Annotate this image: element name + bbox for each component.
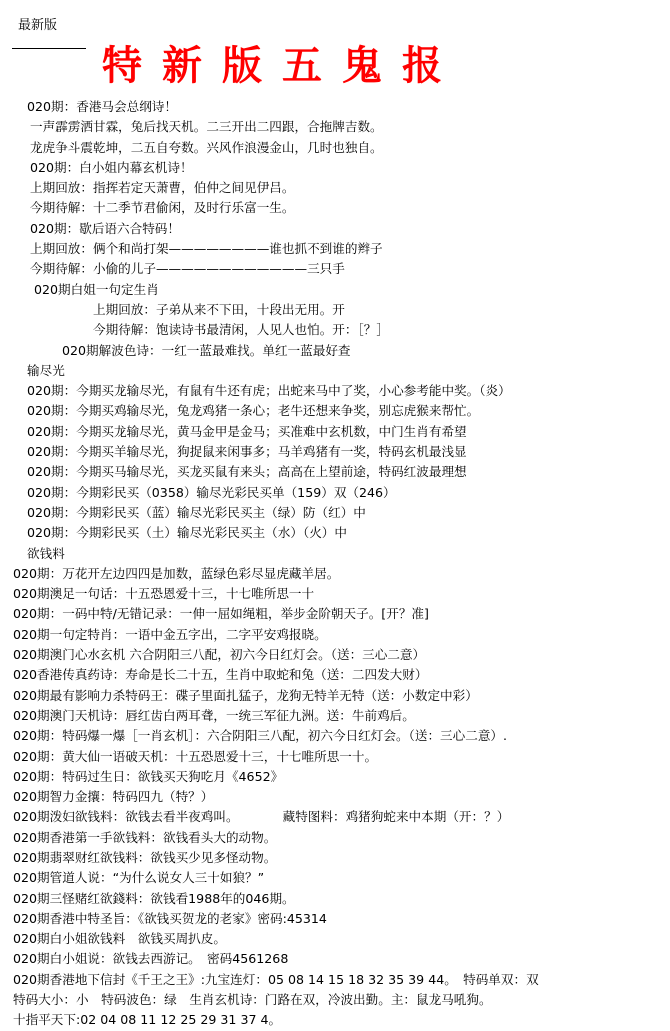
line-text: 020期澳门天机诗：唇红齿白两耳聋，一统三军征九洲。送：牛前鸡后。 — [13, 707, 415, 723]
line-text: 上期回放：子弟从来不下田，十段出无用。开 — [93, 301, 345, 317]
line-text: 020期：今期买鸡输尽光，兔龙鸡猪一条心；老牛还想来争奖，别忘虎猴来帮忙。 — [27, 403, 480, 419]
line-text: 020期：特码过生日：欲钱买天狗吃月《4652》 — [13, 768, 284, 784]
line-text: 020期澳足一句话：十五恐恩爱十三，十七唯所思一十 — [13, 586, 315, 602]
line-verse-title: 020期：白小姐内幕玄机诗！ — [30, 159, 193, 175]
line-text: 020期：今期买龙输尽光，有鼠有牛还有虎；出蛇来马中了奖，小心参考能中奖。（炎） — [27, 383, 511, 399]
line-text: 020期最有影响力杀特码王：碟子里面扎猛子，龙狗无特羊无特（送：小数定中彩） — [13, 687, 478, 703]
section-heading: 输尽光 — [27, 362, 65, 378]
line-text: 020期：一码中特/无错记录：一伸一屈如绳粗，举步金阶朝天子。[开？准] — [13, 606, 429, 622]
line-text: 020期：今期买羊输尽光，狗捉鼠来闲事多；马羊鸡猪有一奖，特码玄机最浅显 — [27, 444, 467, 460]
line-text: 今期待解：十二季节君偷闲，及时行乐富一生。 — [30, 200, 295, 216]
line-text: 今期待解：小偷的儿子————————————三只手 — [30, 261, 345, 277]
line-text: 020期：黄大仙一语破天机：十五恐恩爱十三，十七唯所思一十。 — [13, 748, 378, 764]
line-text: 020期翡翠财红欲钱料：欲钱买少见多怪动物。 — [13, 849, 277, 865]
line-text: 020期白小姐欲钱料 欲钱买周扒皮。 — [13, 931, 226, 947]
line-text: 上期回放：指挥若定天萧曹，伯仲之间见伊吕。 — [30, 180, 295, 196]
line-text: 020期：今期买马输尽光，买龙买鼠有来头；高高在上望前途，特码红波最理想 — [27, 464, 467, 480]
section-heading: 欲钱料 — [27, 545, 65, 561]
line-text: 020期：今期彩民买（土）输尽光彩民买主（水）（火）中 — [27, 525, 347, 541]
line-text: 020期管道人说：“为什么说女人三十如狼？” — [13, 870, 265, 886]
page-title: 特新版五鬼报 — [102, 42, 462, 89]
line-text: 020期：今期买龙输尽光，黄马金甲是金马；买准难中玄机数，中门生肖有希望 — [27, 423, 467, 439]
line-text: 020期智力金攘：特码四九（特？） — [13, 789, 214, 805]
edition-label: 最新版 — [18, 18, 58, 33]
line-text: 020期一句定特肖：一语中金五字出，二字平安鸡报晓。 — [13, 626, 327, 642]
line-text: 上期回放：俩个和尚打架————————谁也抓不到谁的辫子 — [30, 241, 383, 257]
line-text: 020期泼妇欲钱料：欲钱去看半夜鸡叫。 藏特图料：鸡猪狗蛇来中本期（开：？） — [13, 809, 510, 825]
line-verse-title: 020期白姐一句定生肖 — [34, 281, 159, 297]
content-lines — [0, 97, 670, 1031]
line-text: 今期待解：饱读诗书最清闲，人见人也怕。开：［？］ — [93, 322, 389, 338]
line-text: 020期香港中特圣旨：《欲钱买贺龙的老家》密码:45314 — [13, 910, 327, 926]
line-text: 020期香港地下信封《千王之王》:九宝连灯：05 08 14 15 18 32 35 39 44。 特码单双：双 — [13, 971, 539, 987]
line-text: 020期白小姐说：欲钱去西游记。 密码4561268 — [13, 951, 289, 967]
line-text: 020期香港第一手欲钱料：欲钱看头大的动物。 — [13, 829, 277, 845]
header-divider — [12, 48, 86, 49]
line-text: 020香港传真药诗：寿命是长二十五，生肖中取蛇和兔（送：二四发大财） — [13, 667, 428, 683]
line-verse-title: 020期：歇后语六合特码！ — [30, 220, 180, 236]
line-text: 特码大小：小 特码波色：绿 生肖玄机诗：门路在双，冷波出勤。主：鼠龙马吼狗。 — [13, 992, 492, 1008]
line-text: 十指平天下:02 04 08 11 12 25 29 31 37 4。 — [13, 1012, 282, 1028]
line-text: 020期：今期彩民买（0358）输尽光彩民买单（159）双（246） — [27, 484, 396, 500]
line-text: 020期澳门心水玄机 六合阴阳三八配，初六今日红灯会。（送：三心二意） — [13, 647, 426, 663]
line-text: 020期解波色诗：一红一蓝最难找。单红一蓝最好查 — [62, 342, 351, 358]
line-verse: 龙虎争斗震乾坤，二五自夸数。兴风作浪漫金山，几时也独自。 — [30, 139, 383, 155]
line-text: 020期：特码爆一爆［一肖玄机］：六合阴阳三八配，初六今日红灯会。（送：三心二意）. — [13, 728, 508, 744]
line-text: 020期：万花开左边四四是加数，蓝绿色彩尽显虎藏羊居。 — [13, 565, 340, 581]
line-verse-title: 020期：香港马会总纲诗！ — [27, 99, 177, 114]
line-text: 020期三怪赌红欲錢料：欲钱看1988年的046期。 — [13, 890, 295, 906]
line-text: 020期：今期彩民买（蓝）输尽光彩民买主（绿）防（红）中 — [27, 504, 366, 520]
line-verse: 一声霹雳洒甘霖，兔后找天机。二三开出二四跟，合拖牌吉数。 — [30, 119, 383, 135]
